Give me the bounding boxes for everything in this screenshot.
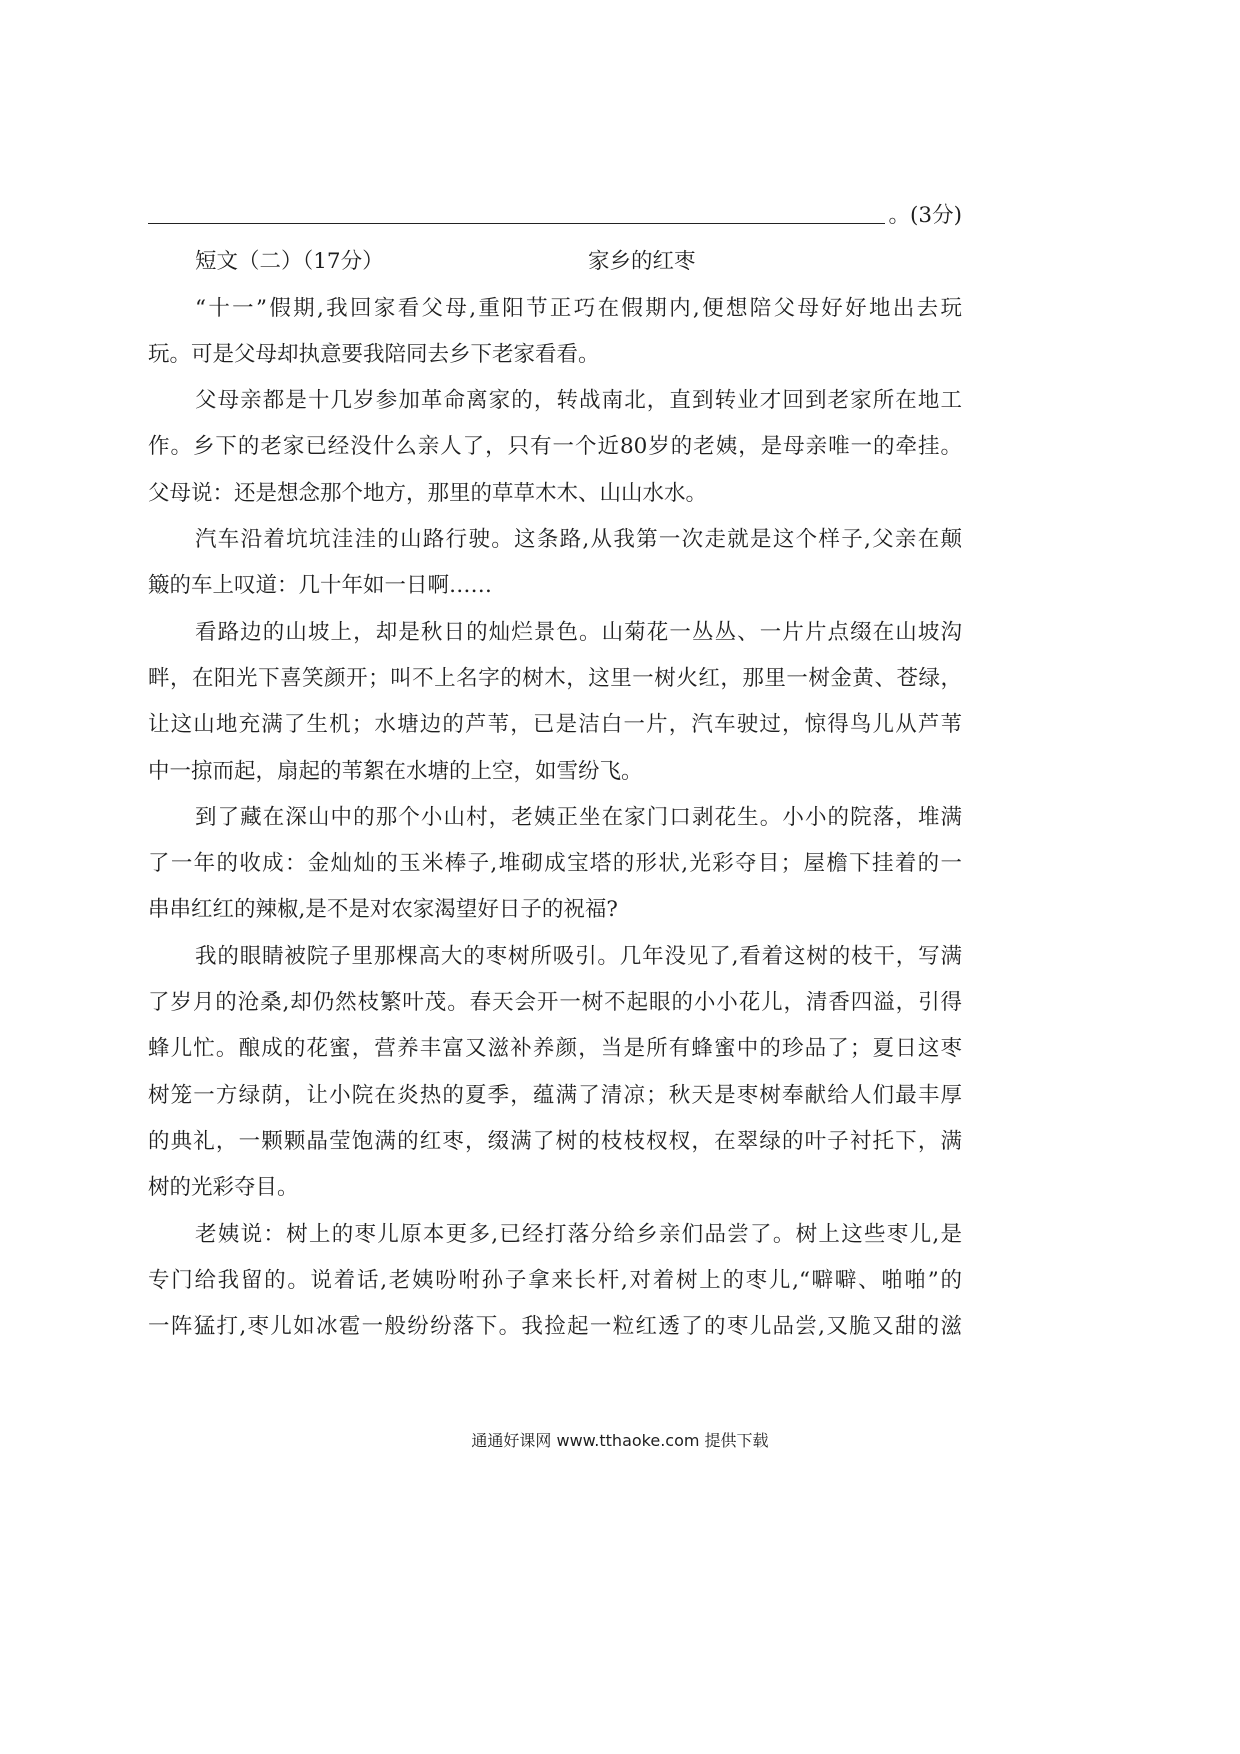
paragraph (148, 286, 962, 379)
answer-blank-row (148, 193, 962, 239)
paragraph (148, 378, 962, 517)
text-line: 老姨说：树上的枣儿原本更多,已经打落分给乡亲们品尝了。树上这些枣儿,是 (195, 1221, 962, 1247)
text-line: 树笼一方绿荫，让小院在炎热的夏季，蕴满了清凉；秋天是枣树奉献给人们最丰厚 (148, 1082, 962, 1108)
text-line: 到了藏在深山中的那个小山村，老姨正坐在家门口剥花生。小小的院落，堆满 (195, 804, 962, 830)
text-line: 了岁月的沧桑,却仍然枝繁叶茂。春天会开一树不起眼的小小花儿，清香四溢，引得 (148, 990, 962, 1016)
text-line: 蜂儿忙。酿成的花蜜，营养丰富又滋补养颜，当是所有蜂蜜中的珍品了；夏日这枣 (148, 1036, 962, 1062)
passage-title: 家乡的红枣 (588, 249, 696, 275)
text-line: 一阵猛打,枣儿如冰雹一般纷纷落下。我捡起一粒红透了的枣儿品尝,又脆又甜的滋 (148, 1314, 962, 1340)
section-label: 短文（二）（17分） (195, 249, 384, 275)
text-line: 父母亲都是十几岁参加革命离家的，转战南北，直到转业才回到老家所在地工 (195, 388, 962, 414)
answer-score: 。(3分) (888, 203, 962, 228)
text-line: 的典礼，一颗颗晶莹饱满的红枣，缀满了树的枝枝杈杈，在翠绿的叶子衬托下，满 (148, 1128, 962, 1154)
text-line: 专门给我留的。说着话,老姨吩咐孙子拿来长杆,对着树上的枣儿,“噼噼、啪啪”的 (148, 1267, 962, 1293)
text-line: 了一年的收成：金灿灿的玉米棒子,堆砌成宝塔的形状,光彩夺目；屋檐下挂着的一 (148, 851, 962, 877)
text-line: 中一掠而起，扇起的苇絮在水塘的上空，如雪纷飞。 (148, 758, 643, 784)
text-line: 玩。可是父母却执意要我陪同去乡下老家看看。 (148, 341, 600, 367)
text-line: 汽车沿着坑坑洼洼的山路行驶。这条路,从我第一次走就是这个样子,父亲在颠 (195, 527, 962, 553)
paragraph (148, 1212, 962, 1351)
section-header (148, 239, 962, 285)
text-line: 作。乡下的老家已经没什么亲人了，只有一个近80岁的老姨，是母亲唯一的牵挂。 (148, 434, 962, 460)
answer-blank-line[interactable] (148, 223, 885, 224)
page-footer: 通通好课网 www.tthaoke.com 提供下载 (471, 1431, 769, 1450)
text-line: 看路边的山坡上，却是秋日的灿烂景色。山菊花一丛丛、一片片点缀在山坡沟 (195, 619, 962, 645)
paragraph (148, 795, 962, 934)
text-line: 我的眼睛被院子里那棵高大的枣树所吸引。几年没见了,看着这树的枝干，写满 (195, 943, 962, 969)
text-line: 畔，在阳光下喜笑颜开；叫不上名字的树木，这里一树火红，那里一树金黄、苍绿， (148, 665, 962, 691)
text-line: 簸的车上叹道：几十年如一日啊…… (148, 573, 493, 599)
paragraph (148, 610, 962, 795)
text-line: 串串红红的辣椒,是不是对农家渴望好日子的祝福? (148, 897, 618, 923)
text-line: 树的光彩夺目。 (148, 1175, 299, 1201)
paragraph (148, 517, 962, 610)
text-line: 父母说：还是想念那个地方，那里的草草木木、山山水水。 (148, 480, 708, 506)
text-line: “十一”假期,我回家看父母,重阳节正巧在假期内,便想陪父母好好地出去玩 (195, 295, 962, 321)
document-page (148, 193, 962, 1350)
text-line: 让这山地充满了生机；水塘边的芦苇，已是洁白一片，汽车驶过，惊得鸟儿从芦苇 (148, 712, 962, 738)
paragraph (148, 934, 962, 1212)
